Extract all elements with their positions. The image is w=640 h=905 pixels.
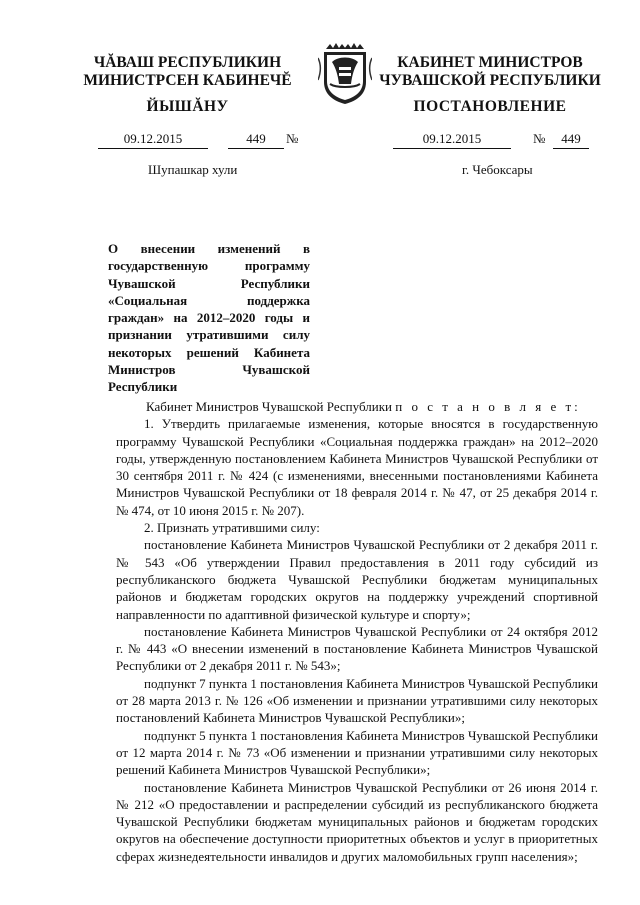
doc-type-right: ПОСТАНОВЛЕНИЕ — [413, 98, 567, 115]
coat-of-arms-emblem — [318, 40, 372, 106]
header-right — [365, 54, 615, 90]
city-left: Шупашкар хули — [148, 162, 238, 177]
body-paragraph: подпункт 7 пункта 1 постановления Кабинета Министров Чувашской Республики от 28 марта 2013 г. № 126 «Об изменении и признании утратившими силу некоторых постановлений Кабинета Министров Чувашской Республики»; — [116, 675, 598, 726]
number-left: 449 — [228, 131, 284, 149]
intro-decree-verb: п о с т а н о в л я е т: — [395, 399, 581, 414]
intro-issuer: Кабинет Министров Чувашской Республики — [146, 399, 392, 414]
document-subject: О внесении изменений в государственную программу Чувашской Республики «Социальная поддержка граждан» на 2012–2020 годы и признании утратившими силу некоторых решений Кабинета Министров Чувашской Республики — [108, 241, 310, 395]
date-right: 09.12.2015 — [393, 131, 511, 149]
body-intro — [116, 398, 598, 415]
doc-type-left: ЙЫШĂНУ — [146, 98, 229, 115]
body-paragraph: постановление Кабинета Министров Чувашской Республики от 26 июня 2014 г. № 212 «О предоставлении и распределении субсидий из республиканского бюджета Чувашской Республики бюджетам муниципальных районов и бюджетам городских округов на обеспечение доступности приоритетных объектов и услуг в приоритетных сферах жизнедеятельности инвалидов и других маломобильных групп населения»; — [116, 779, 598, 864]
body-paragraph: постановление Кабинета Министров Чувашской Республики от 2 декабря 2011 г. № 543 «Об утверждении Правил предоставления в 2011 году субсидий из республиканского бюджета Чувашской Республики бюджетам муниципальных районов и бюджетам городских округов на поддержку учреждений спортивной направленности по адаптивной физической культуре и спорту»; — [116, 537, 598, 622]
header-left-line-1: ЧĂВАШ РЕСПУБЛИКИН — [93, 54, 282, 71]
document-body — [116, 398, 598, 865]
header-left-line-2: МИНИСТРСЕН КАБИНЕЧĔ — [83, 72, 292, 89]
number-sign-right: № — [533, 131, 546, 146]
body-paragraph: 1. Утвердить прилагаемые изменения, которые вносятся в государственную программу Чувашской Республики «Социальная поддержка граждан» на 2012–2020 годы, утвержденную постановлением Кабинета Министров Чувашской Республики от 30 сентября 2011 г. № 424 (с изменениями, внесенными постановлениями Кабинета Министров Чувашской Республики от 18 февраля 2014 г. № 47, от 25 декабря 2014 г. № 474, от 10 июня 2015 г. № 207). — [116, 416, 598, 518]
date-left: 09.12.2015 — [98, 131, 208, 149]
city-right: г. Чебоксары — [462, 162, 533, 177]
number-sign-left: № — [286, 131, 299, 146]
date-number-left — [98, 131, 318, 147]
header-right-line-2: ЧУВАШСКОЙ РЕСПУБЛИКИ — [379, 72, 601, 89]
body-paragraph: 2. Признать утратившими силу: — [144, 520, 320, 536]
date-number-right — [393, 131, 593, 147]
number-right: 449 — [553, 131, 589, 149]
header-left — [70, 54, 305, 90]
body-paragraph: постановление Кабинета Министров Чувашской Республики от 24 октября 2012 г. № 443 «О внесении изменений в постановление Кабинета Министров Чувашской Республики от 2 декабря 2011 г. № 543»; — [116, 623, 598, 674]
body-paragraph: подпункт 5 пункта 1 постановления Кабинета Министров Чувашской Республики от 12 марта 2014 г. № 73 «Об изменении и признании утратившими силу некоторых решений Кабинета Министров Чувашской Республики»; — [116, 727, 598, 778]
header-right-line-1: КАБИНЕТ МИНИСТРОВ — [397, 54, 583, 71]
